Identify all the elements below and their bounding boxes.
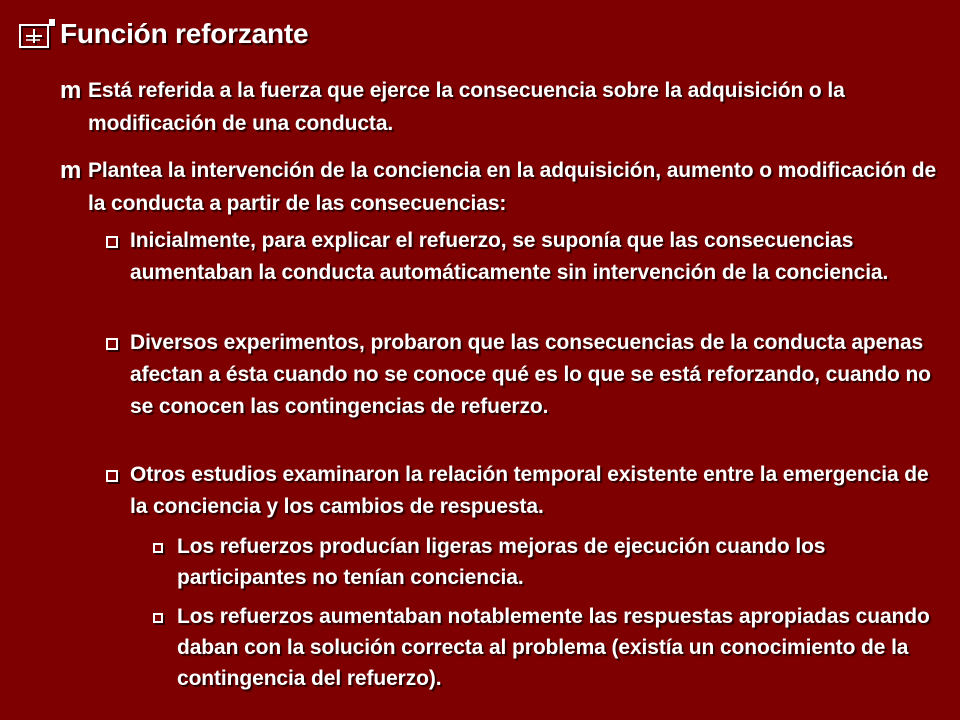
bullet-text: Está referida a la fuerza que ejerce la consecuencia sobre la adquisición o la modificación de una conducta. (88, 79, 845, 135)
sub-sub-bullet-item (177, 531, 942, 593)
sub-sub-bullet-text: Los refuerzos producían ligeras mejoras de ejecución cuando los participantes no tenían conciencia. (177, 535, 826, 589)
bullet-item (60, 74, 942, 140)
bullet-marker: m (60, 157, 82, 184)
plus-square-icon (14, 17, 62, 53)
small-hollow-square-bullet-icon (153, 613, 163, 623)
bullet-item (60, 154, 942, 220)
sub-bullet-text: Diversos experimentos, probaron que las consecuencias de la conducta apenas afectan a ésta cuando no se conoce qué es lo que se está reforzando, cuando no se conocen las contingencias de refuerzo. (130, 331, 931, 418)
sub-bullet-text: Otros estudios examinaron la relación temporal existente entre la emergencia de la conciencia y los cambios de respuesta. (130, 463, 929, 518)
hollow-square-bullet-icon (106, 338, 118, 350)
sub-sub-bullet-item (177, 601, 942, 694)
small-hollow-square-bullet-icon (153, 543, 163, 553)
sub-sub-bullet-text: Los refuerzos aumentaban notablemente las respuestas apropiadas cuando daban con la solución correcta al problema (existía un conocimiento de la contingencia del refuerzo). (177, 605, 930, 690)
sub-bullet-item (130, 327, 942, 423)
hollow-square-bullet-icon (106, 236, 118, 248)
bullet-marker: m (60, 77, 82, 104)
bullet-text: Plantea la intervención de la conciencia en la adquisición, aumento o modificación de la conducta a partir de las consecuencias: (88, 159, 937, 215)
sub-bullet-text: Inicialmente, para explicar el refuerzo, se suponía que las consecuencias aumentaban la conducta automáticamente sin intervención de la conciencia. (130, 229, 889, 284)
sub-bullet-item (130, 225, 942, 289)
slide-title: Función reforzante (60, 18, 309, 49)
hollow-square-bullet-icon (106, 470, 118, 482)
sub-bullet-item (130, 459, 942, 523)
